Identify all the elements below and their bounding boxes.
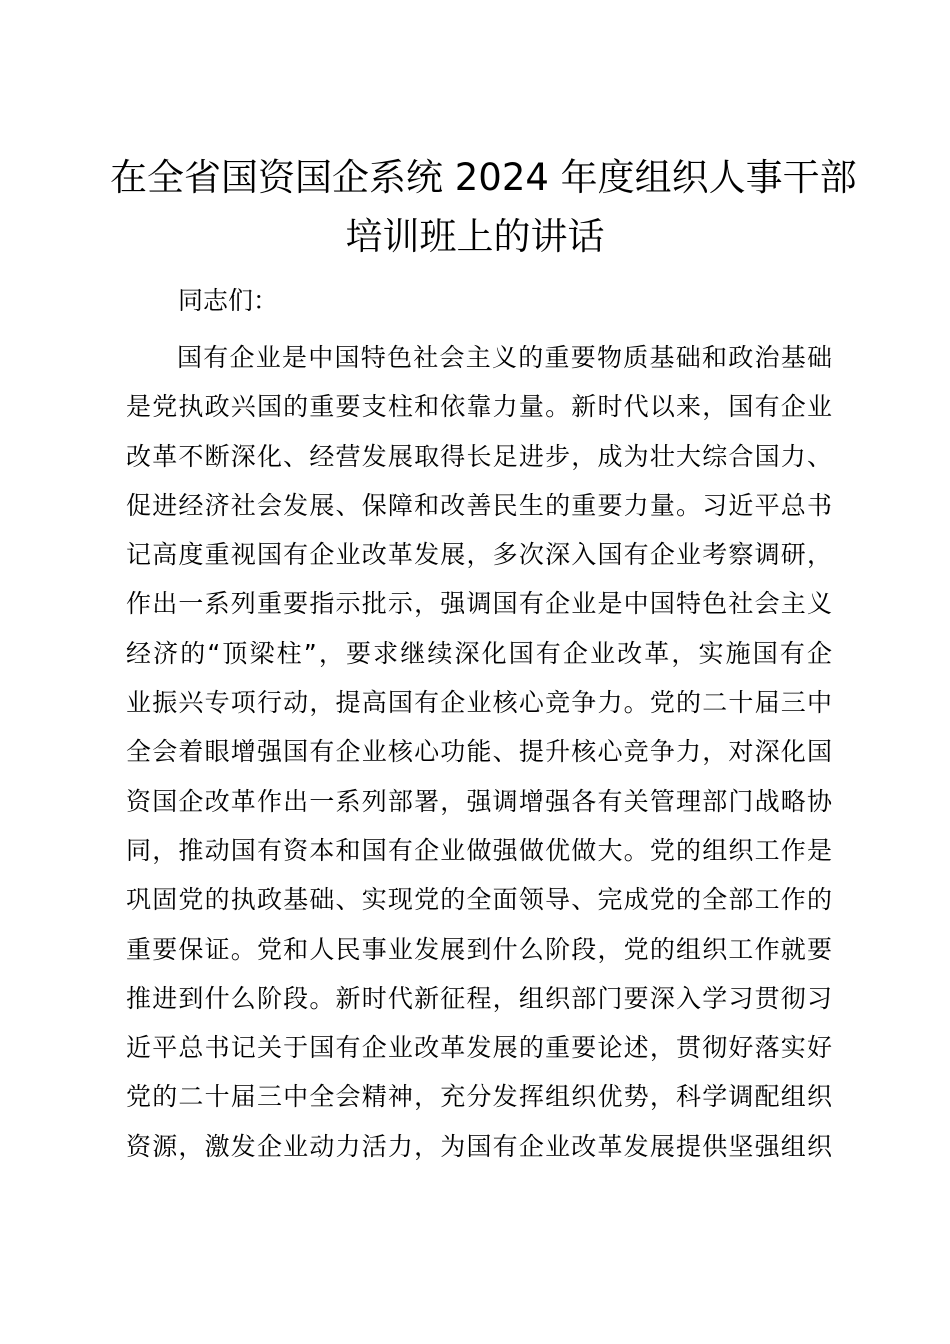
paragraph-line: 改革不断深化、经营发展取得长足进步，成为壮大综合国力、 xyxy=(126,441,832,471)
salutation: 同志们： xyxy=(178,286,279,315)
paragraph-line: 记高度重视国有企业改革发展，多次深入国有企业考察调研， xyxy=(126,540,832,570)
speech-paragraph xyxy=(126,333,846,1171)
paragraph-line: 作出一系列重要指示批示，强调国有企业是中国特色社会主义 xyxy=(126,589,832,619)
paragraph-line: 同，推动国有资本和国有企业做强做优做大。党的组织工作是 xyxy=(126,835,832,865)
paragraph-line: 经济的“顶梁柱”，要求继续深化国有企业改革，实施国有企 xyxy=(126,638,832,668)
paragraph-line: 全会着眼增强国有企业核心功能、提升核心竞争力，对深化国 xyxy=(126,737,832,767)
paragraph-line: 是党执政兴国的重要支柱和依靠力量。新时代以来，国有企业 xyxy=(126,392,832,422)
paragraph-line: 资源，激发企业动力活力，为国有企业改革发展提供坚强组织 xyxy=(126,1131,832,1161)
paragraph-line: 促进经济社会发展、保障和改善民生的重要力量。习近平总书 xyxy=(126,490,832,520)
paragraph-line: 资国企改革作出一系列部署，强调增强各有关管理部门战略协 xyxy=(126,786,832,816)
paragraph-line: 重要保证。党和人民事业发展到什么阶段，党的组织工作就要 xyxy=(126,934,832,964)
paragraph-line: 业振兴专项行动，提高国有企业核心竞争力。党的二十届三中 xyxy=(126,688,832,718)
document-title-line-1: 在全省国资国企系统 2024 年度组织人事干部 xyxy=(110,156,857,199)
paragraph-line: 推进到什么阶段。新时代新征程，组织部门要深入学习贯彻习 xyxy=(126,983,832,1013)
document-title-line-2: 培训班上的讲话 xyxy=(345,215,605,258)
paragraph-line: 近平总书记关于国有企业改革发展的重要论述，贯彻好落实好 xyxy=(126,1033,832,1063)
paragraph-line: 国有企业是中国特色社会主义的重要物质基础和政治基础 xyxy=(177,343,832,372)
paragraph-line: 党的二十届三中全会精神，充分发挥组织优势，科学调配组织 xyxy=(126,1082,832,1112)
paragraph-line: 巩固党的执政基础、实现党的全面领导、完成党的全部工作的 xyxy=(126,885,832,915)
